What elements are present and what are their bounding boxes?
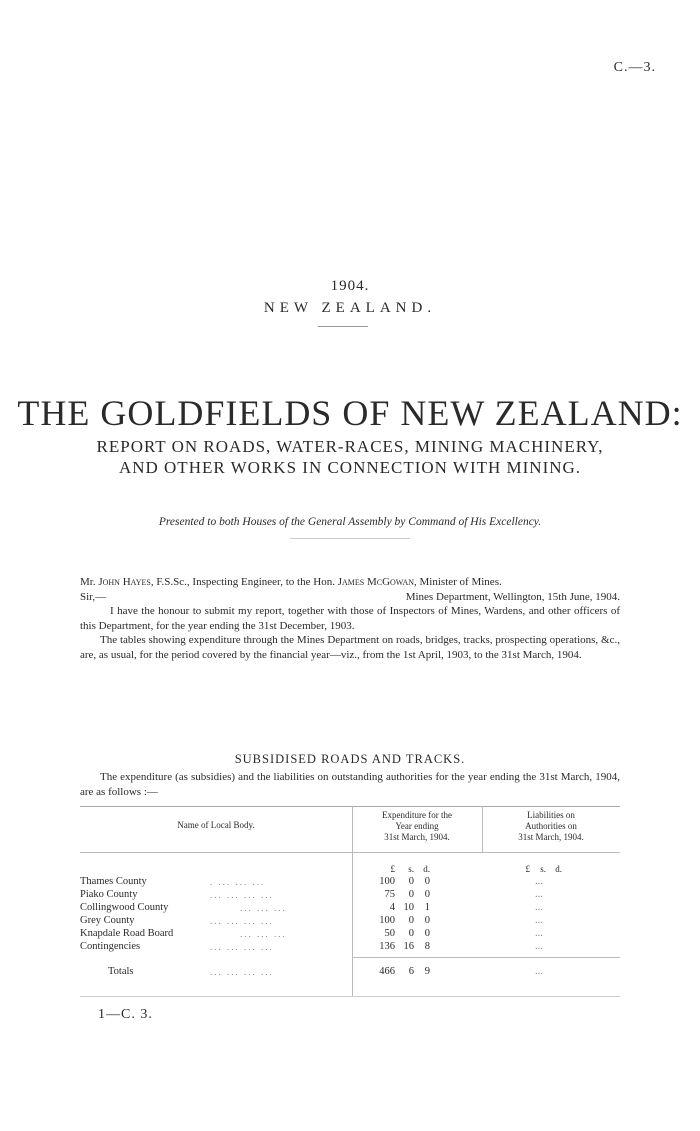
footer-rule xyxy=(80,996,620,997)
salutation: Sir,— xyxy=(80,590,107,603)
location-date: Mines Department, Wellington, 15th June, 1904. xyxy=(405,590,620,603)
table-row xyxy=(80,915,620,928)
table-row xyxy=(80,941,620,954)
row-liability: ... xyxy=(535,928,543,939)
subtitle-line-1: REPORT ON ROADS, WATER-RACES, MINING MACHINERY, xyxy=(96,437,604,456)
header-bottom-rule xyxy=(80,852,620,853)
header-text: Year ending xyxy=(395,821,439,831)
header-local-body: Name of Local Body. xyxy=(177,820,255,830)
leader-dots: ... ... ... ... xyxy=(210,890,274,900)
cover-letter xyxy=(80,575,620,662)
leader-dots: ... ... ... ... xyxy=(210,967,274,977)
header-text: Expenditure for the xyxy=(382,810,452,820)
totals-row xyxy=(80,966,620,979)
letter-address xyxy=(80,575,620,590)
total-pence: 9 xyxy=(424,966,430,977)
divider-rule xyxy=(290,538,410,539)
total-shillings: 6 xyxy=(408,966,414,977)
country-heading: NEW ZEALAND. xyxy=(263,300,437,316)
row-pounds: 50 xyxy=(384,928,395,939)
row-name: Piako County xyxy=(80,889,138,900)
row-shillings: 0 xyxy=(408,915,414,926)
row-name: Knapdale Road Board xyxy=(80,928,174,939)
subsidies-table xyxy=(80,806,620,996)
address-name: John Hayes xyxy=(98,576,151,588)
row-shillings: 0 xyxy=(408,889,414,900)
table-row xyxy=(80,928,620,941)
unit-pounds: £ xyxy=(525,864,530,874)
table-top-rule xyxy=(80,806,620,807)
table-row xyxy=(80,889,620,902)
header-expenditure xyxy=(352,810,482,843)
row-shillings: 16 xyxy=(403,941,414,952)
row-pence: 8 xyxy=(424,941,430,952)
header-text: 31st March, 1904. xyxy=(518,832,584,842)
row-shillings: 0 xyxy=(408,928,414,939)
row-pounds: 136 xyxy=(379,941,395,952)
address-text: Mr. xyxy=(80,576,99,588)
report-year: 1904. xyxy=(330,278,370,294)
header-liabilities xyxy=(482,810,620,843)
totals-rule xyxy=(352,957,620,958)
salutation-line xyxy=(80,590,620,605)
letter-paragraph-1: I have the honour to submit my report, together with those of Inspectors of Mines, Wardens, and other officers of this Department, for the year ending the 31st December, 1903. xyxy=(80,605,620,632)
unit-pence: d. xyxy=(555,864,562,874)
row-pounds: 100 xyxy=(379,876,395,887)
total-pounds: 466 xyxy=(379,966,395,977)
row-liability: ... xyxy=(535,876,543,887)
row-pence: 1 xyxy=(424,902,430,913)
unit-shillings: s. xyxy=(408,864,414,874)
row-name: Collingwood County xyxy=(80,902,169,913)
leader-dots: . ... ... ... xyxy=(210,877,266,887)
total-liability: ... xyxy=(535,966,543,977)
header-text: 31st March, 1904. xyxy=(384,832,450,842)
header-text: Liabilities on xyxy=(527,810,575,820)
row-name: Contingencies xyxy=(80,941,141,952)
row-liability: ... xyxy=(535,889,543,900)
letter-paragraph-2: The tables showing expenditure through the Mines Department on roads, bridges, tracks, prospecting operations, &c., are, as usual, for the period covered by the financial year—viz., from the 1st April, 1903, to the 31st March, 1904. xyxy=(80,634,620,661)
address-text: , F.S.Sc., Inspecting Engineer, to the Hon. xyxy=(150,576,338,588)
row-shillings: 10 xyxy=(403,902,414,913)
row-name: Thames County xyxy=(80,876,147,887)
presented-note: Presented to both Houses of the General Assembly by Command of His Excellency. xyxy=(158,516,542,528)
row-name: Grey County xyxy=(80,915,135,926)
row-pence: 0 xyxy=(424,915,430,926)
totals-label: Totals xyxy=(108,966,134,977)
subtitle-line-2: AND OTHER WORKS IN CONNECTION WITH MINING. xyxy=(118,458,582,477)
section-intro: The expenditure (as subsidies) and the liabilities on outstanding authorities for the year ending the 31st March, 1904, are as follows :— xyxy=(80,771,620,798)
table-row xyxy=(80,876,620,889)
signature-reference: 1—C. 3. xyxy=(98,1007,153,1022)
header-text: Authorities on xyxy=(525,821,577,831)
leader-dots: ... ... ... ... xyxy=(210,916,274,926)
row-liability: ... xyxy=(535,915,543,926)
section-title: SUBSIDISED ROADS AND TRACKS. xyxy=(234,752,466,766)
row-pence: 0 xyxy=(424,889,430,900)
row-pounds: 75 xyxy=(384,889,395,900)
row-pounds: 4 xyxy=(389,902,395,913)
table-row xyxy=(80,902,620,915)
leader-dots: ... ... ... xyxy=(240,903,287,913)
row-shillings: 0 xyxy=(408,876,414,887)
row-liability: ... xyxy=(535,902,543,913)
row-pence: 0 xyxy=(424,876,430,887)
row-pounds: 100 xyxy=(379,915,395,926)
leader-dots: ... ... ... xyxy=(240,929,287,939)
page-reference: C.—3. xyxy=(613,60,656,75)
main-title: THE GOLDFIELDS OF NEW ZEALAND: xyxy=(17,393,683,433)
unit-pence: d. xyxy=(423,864,430,874)
row-pence: 0 xyxy=(424,928,430,939)
row-liability: ... xyxy=(535,941,543,952)
address-text: , Minister of Mines. xyxy=(414,576,502,588)
unit-shillings: s. xyxy=(540,864,546,874)
unit-pounds: £ xyxy=(390,864,395,874)
address-name: James McGowan xyxy=(337,576,415,588)
divider-rule xyxy=(318,326,368,327)
leader-dots: ... ... ... ... xyxy=(210,942,274,952)
